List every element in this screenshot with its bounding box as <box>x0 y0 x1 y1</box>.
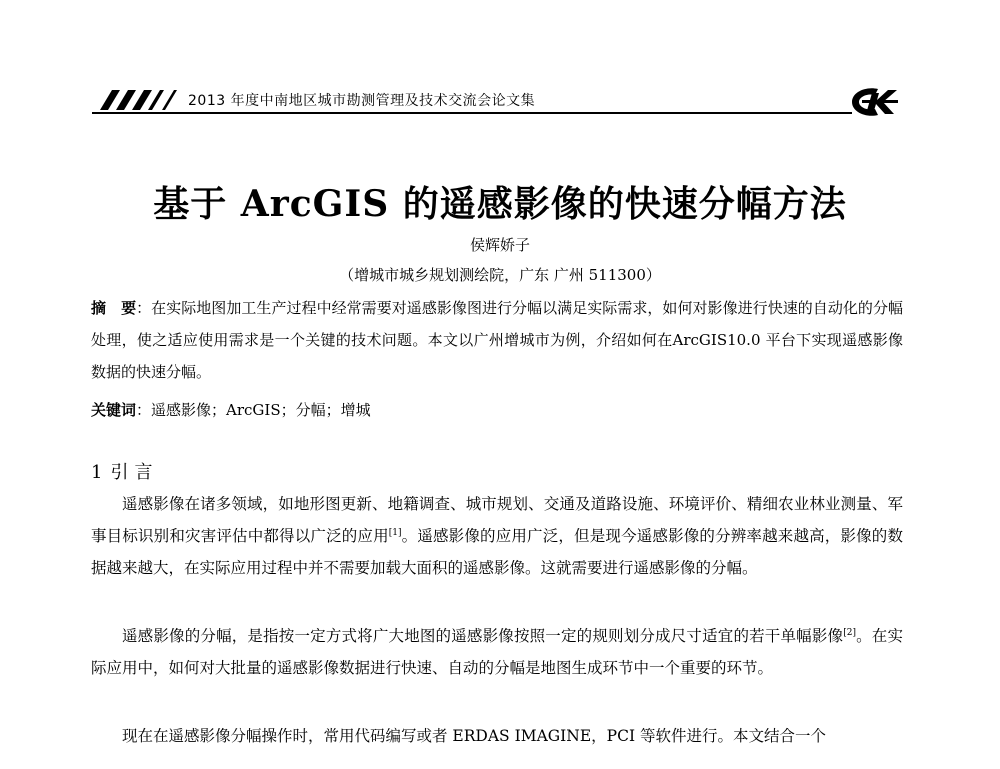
paragraph-text: 遥感影像的分幅，是指按一定方式将广大地图的遥感影像按照一定的规则划分成尺寸适宜的若干单幅影像 <box>122 627 844 645</box>
citation-ref-1[interactable]: [1] <box>388 528 402 538</box>
paragraph-text: 现在在遥感影像分幅操作时，常用代码编写或者 ERDAS IMAGINE，PCI 等软件进行。本文结合一个 <box>122 727 826 745</box>
body-paragraph-1 <box>91 488 903 584</box>
citation-ref-2[interactable]: [2] <box>843 628 856 638</box>
section-title: 引言 <box>110 462 159 483</box>
abstract-text: ：在实际地图加工生产过程中经常需要对遥感影像图进行分幅以满足实际需求，如何对影像进行快速的自动化的分幅处理，使之适应使用需求是一个关键的技术问题。本文以广州增城市为例，介绍如何在ArcGIS10.0 平台下实现遥感影像数据的快速分幅。 <box>91 299 903 381</box>
running-header <box>92 86 900 118</box>
header-rule <box>92 112 852 114</box>
paragraph-text: 遥感影像在诸多领域，如地形图更新、地籍调查、城市规划、交通及道路设施、环境评价、精细农业林业测量、军事目标识别和灾害评估中都得以广泛的应用 <box>91 495 903 545</box>
keywords <box>91 394 903 426</box>
paragraph-text: 。在实际应用中，如何对大批量的遥感影像数据进行快速、自动的分幅是地图生成环节中一个重要的环节。 <box>91 627 903 677</box>
abstract <box>91 292 903 388</box>
conference-title: 2013 年度中南地区城市勘测管理及技术交流会论文集 <box>188 93 536 109</box>
header-stripes-icon <box>92 88 182 112</box>
section-number: 1 <box>91 462 103 483</box>
paragraph-text: 。遥感影像的应用广泛，但是现今遥感影像的分辨率越来越高，影像的数据越来越大，在实际应用过程中并不需要加载大面积的遥感影像。这就需要进行遥感影像的分幅。 <box>91 527 903 577</box>
keywords-label: 关键词 <box>91 401 137 419</box>
publisher-logo-icon <box>848 86 900 118</box>
abstract-label: 摘 要 <box>91 299 137 317</box>
section-heading-introduction <box>91 458 158 484</box>
author-affiliation: （增城市城乡规划测绘院，广东 广州 511300） <box>339 266 661 284</box>
author-name: 侯辉娇子 <box>469 236 530 254</box>
body-paragraph-2 <box>91 620 903 684</box>
paper-title: 基于 ArcGIS 的遥感影像的快速分幅方法 <box>153 183 847 225</box>
body-paragraph-3 <box>91 720 903 752</box>
keywords-text: ：遥感影像；ArcGIS；分幅；增城 <box>136 401 371 419</box>
